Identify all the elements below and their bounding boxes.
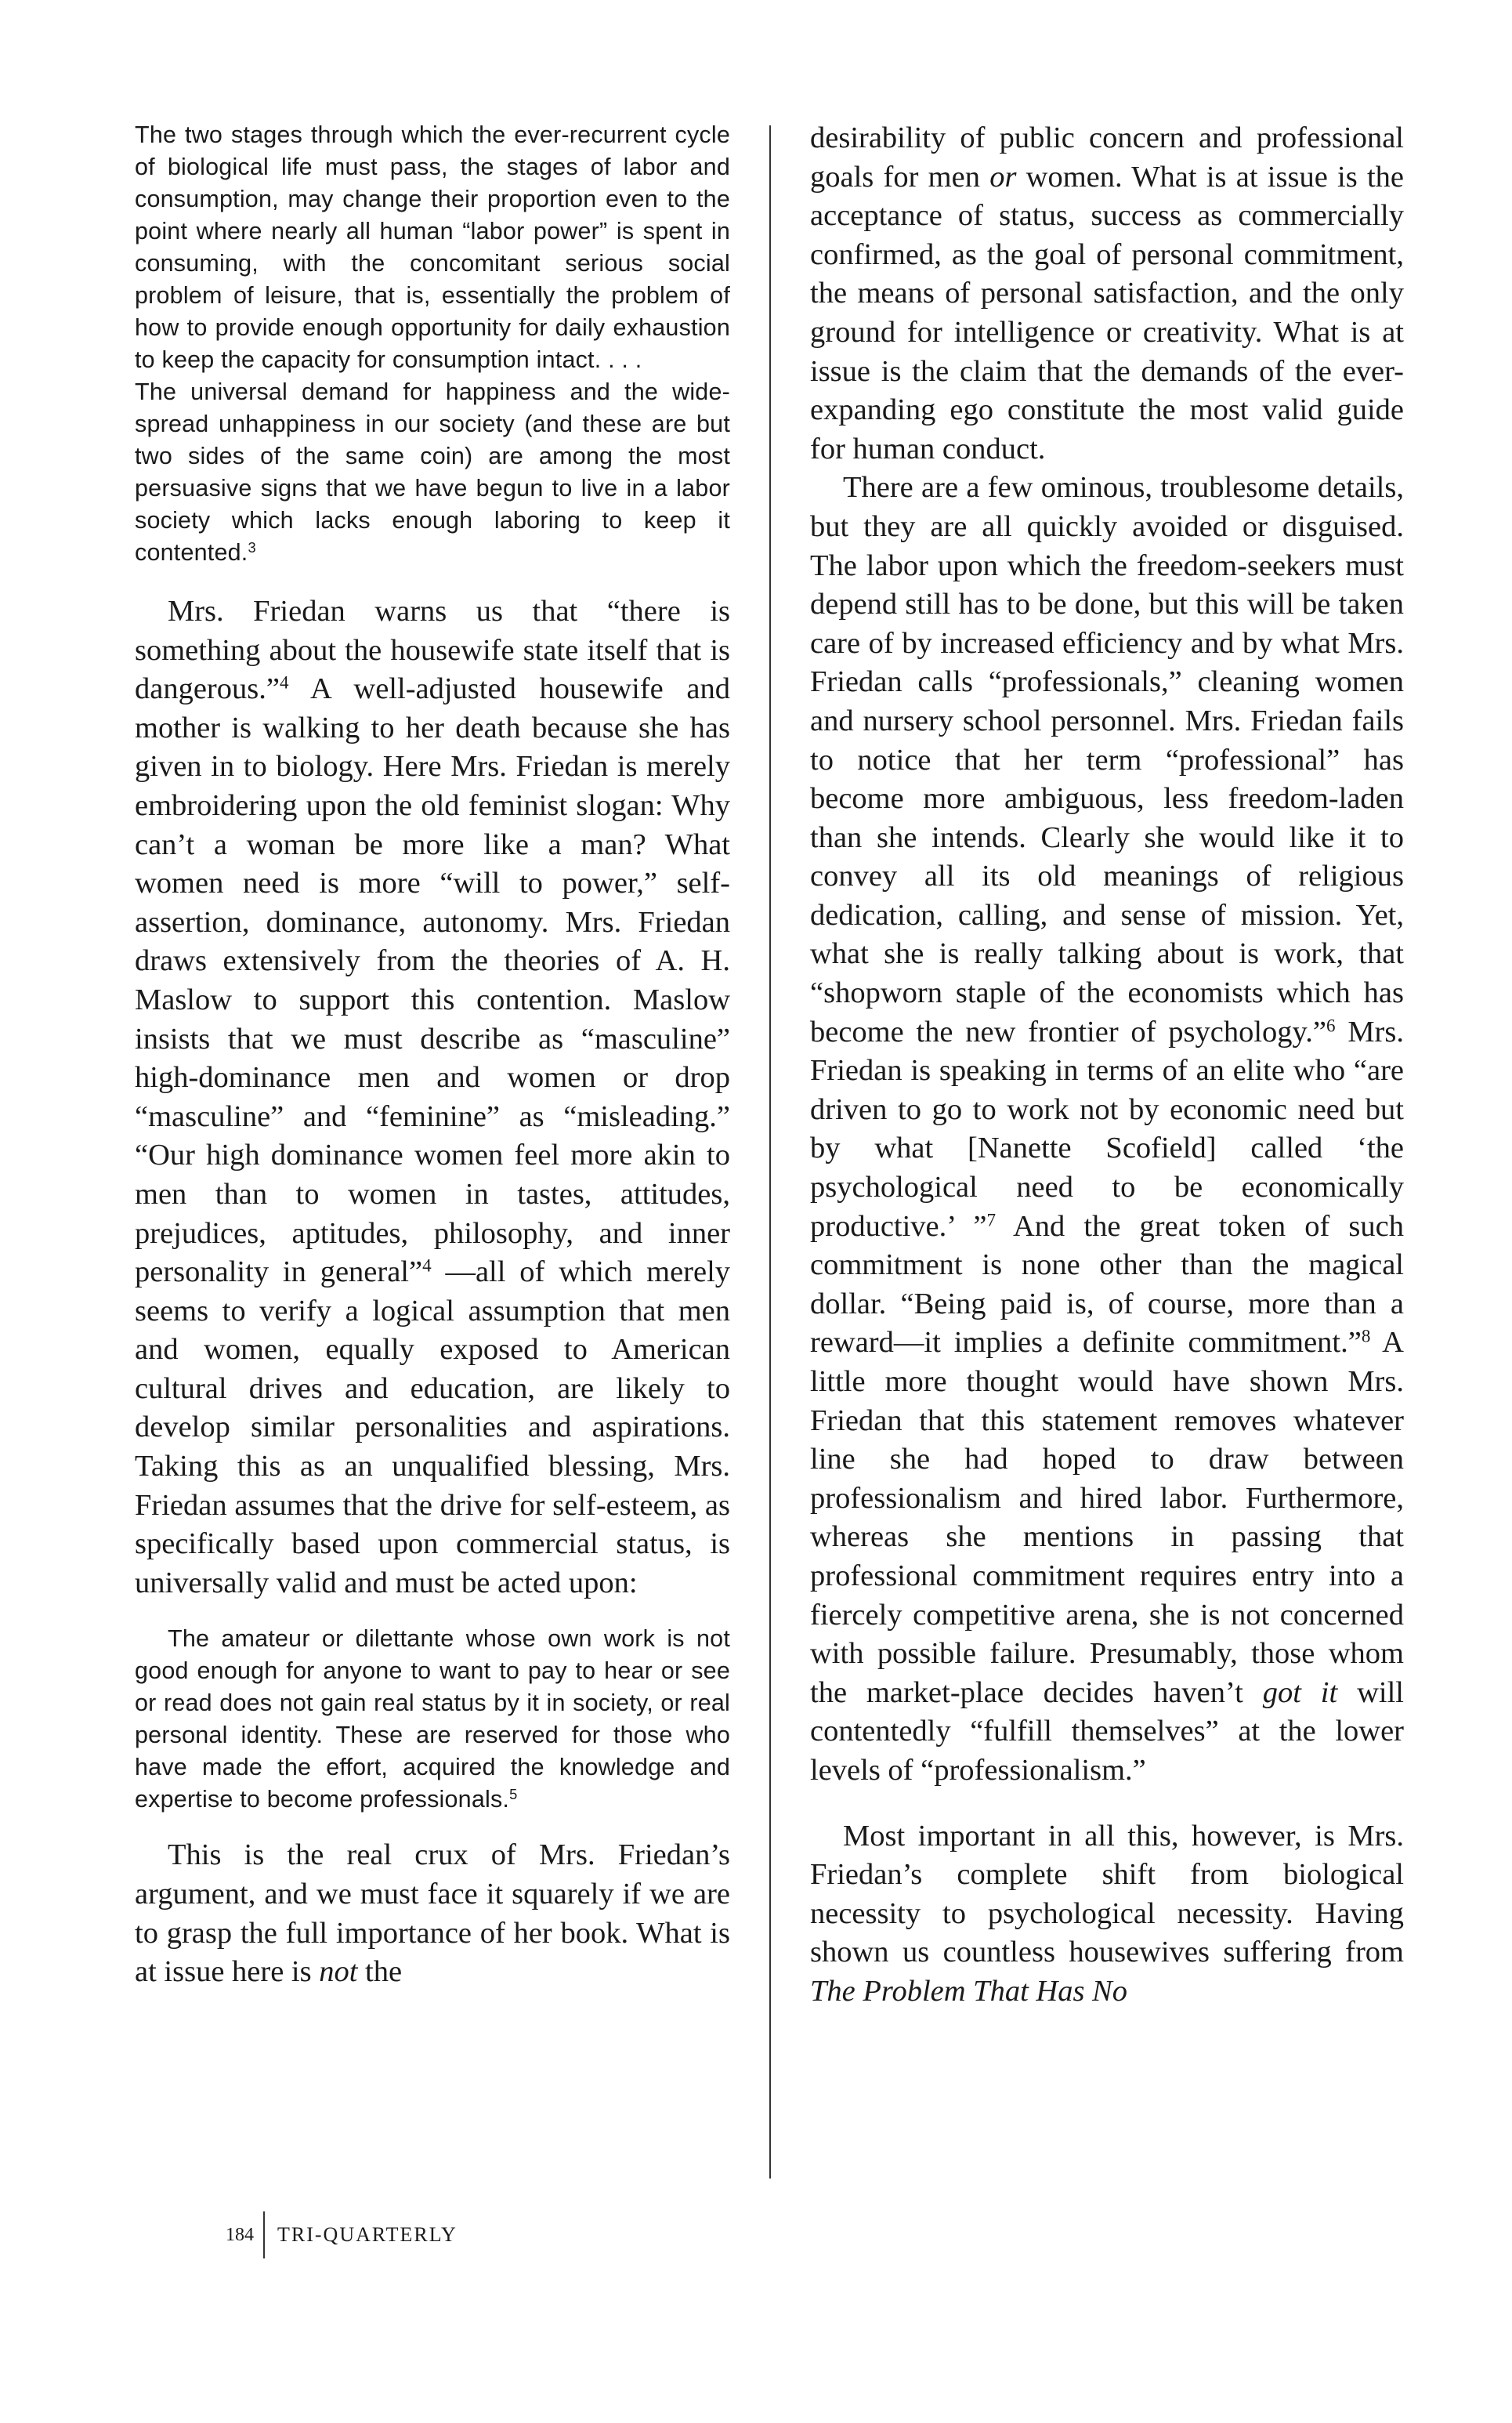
- body-paragraph: desirability of public concern and professional goals for men or women. What is at issue is the acceptance of status, success as commercially confirmed, as the goal of personal commitment, the means of personal satisfaction, and the only ground for intelligence or creativity. What is at issue is the claim that the demands of the ever-expanding ego constitute the most valid guide for human conduct.: [810, 121, 1404, 465]
- body-paragraph: There are a few ominous, troublesome details, but they are all quickly avoided or disguised. The labor upon which the freedom-seekers must depend still has to be done, but this will be taken care of by increased efficiency and by what Mrs. Friedan calls “professionals,” cleaning women and nursery school personnel. Mrs. Friedan fails to notice that her term “professional” has become more ambiguous, less freedom-laden than she intends. Clearly she would like it to convey all its old meanings of religious dedication, calling, and sense of mission. Yet, what she is really talking about is work, that “shopworn staple of the economists which has become the new frontier of psychology.”$^6$ Mrs. Friedan is speaking in terms of an elite who “are driven to go to work not by economic need but by what [Nanette Scofield] called ‘the psychological need to be economically productive.’ ”$^7$ And the great token of such commitment is none other than the magical dollar. “Being paid is, of course, more than a reward—it implies a definite commitment.”$^8$ A little more thought would have shown Mrs. Friedan that this statement removes whatever line she had hoped to draw between professionalism and hired labor. Furthermore, whereas she mentions in passing that professional commitment requires entry into a fiercely competitive arena, she is not concerned with possible failure. Presumably, those whom the market-place decides haven’t got it will contentedly “fulfill themselves” at the lower levels of “professionalism.”: [810, 471, 1404, 1787]
- block-quote-friedan: The amateur or dilettante whose own work is not good enough for anyone to want to pay to hear or see or read does not gain real status by it in society, or real personal identity. These are reserved for those who have made the effort, acquired the knowledge and expertise to become professionals.$^5$: [135, 1625, 730, 1813]
- body-paragraph: Mrs. Friedan warns us that “there is something about the housewife state itself that is dangerous.”$^4$ A well-adjusted housewife and mother is walking to her death because she has given in to biology. Here Mrs. Friedan is merely embroidering upon the old feminist slogan: Why can’t a woman be more like a man? What women need is more “will to power,” self-assertion, dominance, autonomy. Mrs. Friedan draws extensively from the theories of A. H. Maslow to support this contention. Maslow insists that we must describe as “masculine” high-dominance men and women or drop “masculine” and “feminine” as “misleading.” “Our high dominance women feel more akin to men than to women in tastes, attitudes, prejudices, aptitudes, philosophy, and inner personality in general”$^4$ —all of which merely seems to verify a logical assumption that men and women, equally exposed to American cultural drives and education, are likely to develop similar personalities and aspirations. Taking this as an unqualified blessing, Mrs. Friedan assumes that the drive for self-esteem, as specifically based upon commercial status, is universally valid and must be acted upon:: [135, 595, 731, 1599]
- footnote-marker: 3: [248, 538, 256, 556]
- body-paragraph: Most important in all this, however, is Mrs. Friedan’s complete shift from biological necessity to psychological necessity. Having shown us countless housewives suffering from The Problem That Has No: [810, 1819, 1404, 2008]
- page-footer: [226, 2211, 458, 2258]
- footnote-marker: 8: [1361, 1325, 1371, 1346]
- quote-paragraph: The universal demand for happiness and the wide-spread unhappiness in our society (and these are but two sides of the same coin) are among the most persuasive signs that we have begun to live in a labor society which lacks enough laboring to keep it contented.$^3$: [135, 378, 730, 566]
- footnote-marker: 4: [422, 1255, 432, 1276]
- body-paragraph: This is the real crux of Mrs. Friedan’s argument, and we must face it squarely if we are to grasp the full importance of her book. What is at issue here is not the: [135, 1838, 730, 1989]
- footnote-marker: 5: [509, 1786, 518, 1803]
- quote-paragraph: The two stages through which the ever-recurrent cycle of biological life must pass, the stages of labor and consumption, may change their proportion even to the point where nearly all human “labor power” is spent in consuming, with the concomitant serious social problem of leisure, that is, essentially the problem of how to provide enough opportunity for daily exhaustion to keep the capacity for consumption intact. . . .: [135, 121, 730, 373]
- footer-divider: [263, 2211, 265, 2258]
- page-number: 184: [226, 2224, 254, 2245]
- footnote-marker: 4: [279, 672, 289, 693]
- footnote-marker: 7: [986, 1208, 996, 1230]
- block-quote-arendt: [135, 119, 730, 569]
- column-divider: [769, 125, 771, 2179]
- right-column: [810, 119, 1404, 2012]
- footnote-marker: 6: [1326, 1014, 1336, 1035]
- journal-title: TRI-QUARTERLY: [277, 2223, 458, 2246]
- left-column: [135, 119, 730, 1992]
